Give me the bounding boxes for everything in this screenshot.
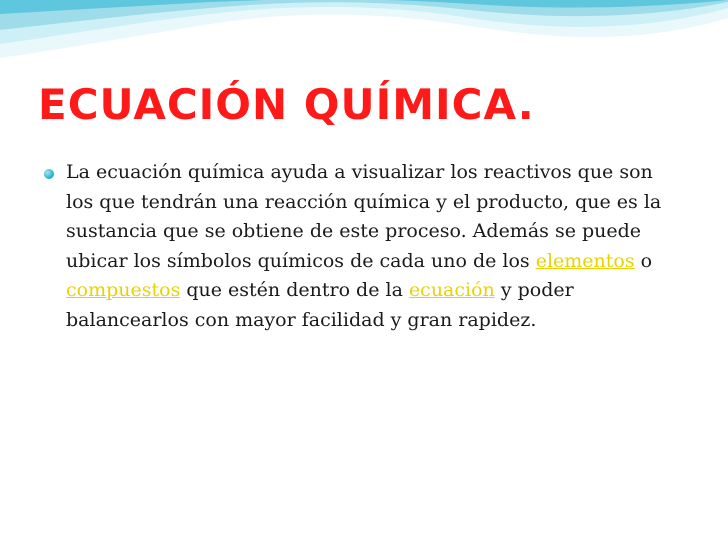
link-compuestos[interactable]: compuestos xyxy=(66,279,181,301)
slide-title: ECUACIÓN QUÍMICA. xyxy=(38,80,535,129)
paragraph-text-1: La ecuación química ayuda a visualizar los reactivos que son los que tendrán una reacción química y el producto, que es la sustancia que se obtiene de este proceso. Además se puede ubicar los símbolos químicos de cada uno de los xyxy=(66,161,662,272)
paragraph-text-2: o xyxy=(634,249,653,272)
content-body xyxy=(44,158,684,335)
paragraph-text-3: que estén dentro de la xyxy=(180,279,409,301)
link-elementos[interactable]: elementos xyxy=(535,249,635,272)
bullet-icon xyxy=(44,169,54,179)
link-ecuacion[interactable]: ecuación xyxy=(408,279,495,301)
paragraph xyxy=(44,158,684,335)
paragraph-text-4: y poder balancearlos con mayor facilidad y gran rapidez. xyxy=(66,279,574,331)
